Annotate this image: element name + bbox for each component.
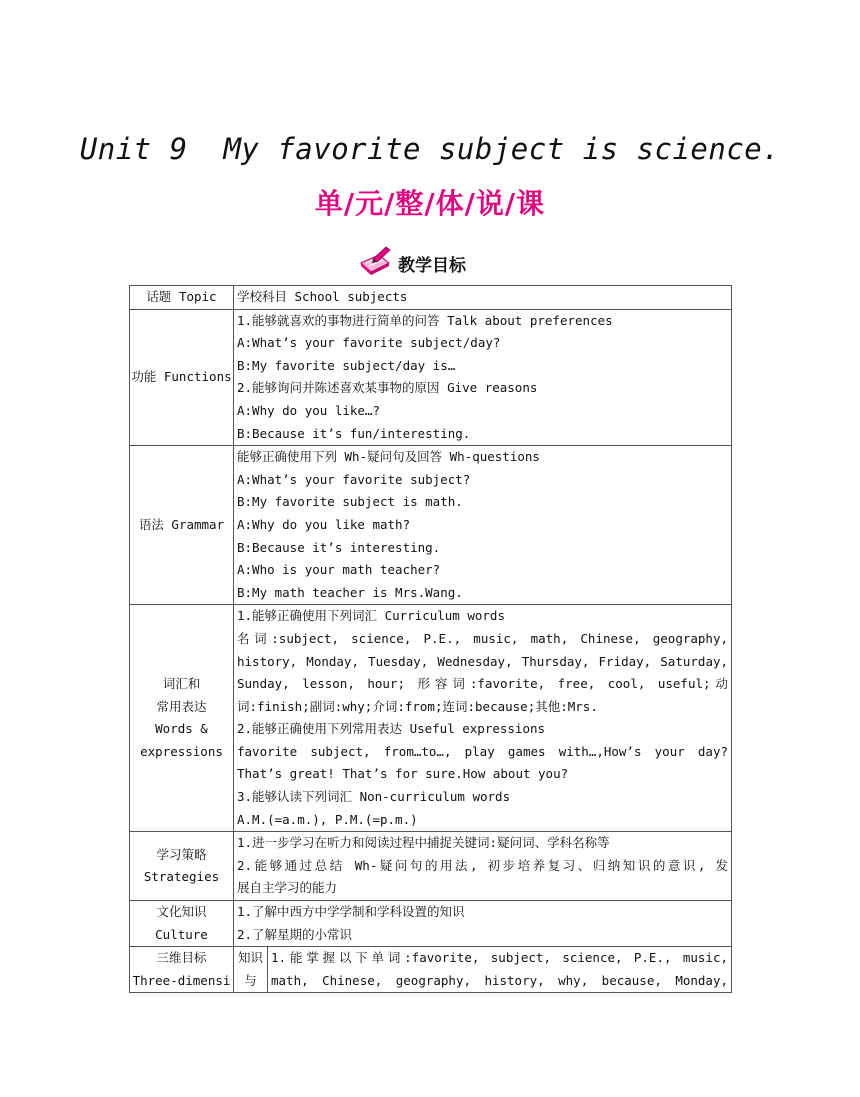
row-content: [234, 832, 732, 901]
content-line: A:Why do you like math?: [237, 516, 411, 532]
content-line: 1.能够就喜欢的事物进行简单的问答 Talk about preferences: [237, 312, 613, 328]
content-line: B:My favorite subject/day is…: [237, 357, 456, 373]
table-row-grammar: [130, 446, 732, 605]
row-category: [130, 947, 234, 993]
content-line: 1.能够正确使用下列词汇 Curriculum words: [237, 608, 505, 624]
category-label: 学习策略: [156, 846, 207, 862]
row-content: [234, 901, 732, 947]
row-category: [130, 832, 234, 901]
content-line: That’s great! That’s for sure.How about you?: [237, 766, 569, 782]
teaching-objectives-table: [129, 285, 732, 993]
content-line: history, Monday, Tuesday, Wednesday, Thursday, Friday, Saturday,: [237, 653, 729, 669]
content-line: A:What’s your favorite subject?: [237, 471, 471, 487]
subcategory-label: 知识: [237, 950, 263, 966]
row-content: [234, 446, 732, 605]
content-line: 学校科目 School subjects: [237, 289, 408, 304]
row-category: [130, 901, 234, 947]
table-row-strategies: [130, 832, 732, 901]
section-subtitle: 单/元/整/体/说/课: [314, 187, 546, 220]
content-line: 名词:subject, science, P.E., music, math, Chinese, geography,: [237, 630, 729, 646]
content-line: 1.进一步学习在听力和阅读过程中捕捉关键词:疑问词、学科名称等: [237, 835, 610, 851]
category-label: 常用表达: [156, 698, 207, 714]
content-line: A:Why do you like…?: [237, 402, 380, 418]
content-line: 2.了解星期的小常识: [237, 926, 353, 942]
row-content: [234, 605, 732, 832]
category-label: 三维目标: [156, 950, 207, 966]
category-label: 文化知识: [156, 904, 207, 920]
content-line: 3.能够认读下列词汇 Non-curriculum words: [237, 789, 511, 805]
table-row-vocabulary: [130, 605, 732, 832]
category-label: 功能 Functions: [131, 369, 232, 385]
row-category: [130, 605, 234, 832]
content-line: 2.能够通过总结 Wh-疑问句的用法, 初步培养复习、归纳知识的意识, 发: [237, 857, 729, 873]
content-line: A.M.(=a.m.), P.M.(=p.m.): [237, 811, 418, 827]
content-line: Sunday, lesson, hour; 形容词:favorite, free, cool, useful;动: [237, 676, 729, 692]
content-line: 能够正确使用下列 Wh-疑问句及回答 Wh-questions: [237, 449, 540, 465]
content-line: 1.了解中西方中学学制和学科设置的知识: [237, 904, 465, 920]
content-line: math, Chinese, geography, history, why, because, Monday,: [271, 972, 729, 988]
content-line: 词:finish;副词:why;介词:from;连词:because;其他:Mrs.: [237, 698, 598, 714]
row-content: [234, 286, 732, 310]
content-line: 展自主学习的能力: [237, 880, 338, 896]
row-category: [130, 309, 234, 446]
pencil-book-icon: [358, 246, 392, 280]
content-line: B:My favorite subject is math.: [237, 494, 463, 510]
unit-title: Unit 9 My favorite subject is science.: [79, 132, 781, 166]
category-label: Words &: [155, 721, 208, 737]
content-line: B:Because it’s fun/interesting.: [237, 425, 471, 441]
content-line: B:Because it’s interesting.: [237, 539, 441, 555]
row-category: [130, 286, 234, 310]
category-label: Culture: [155, 926, 208, 942]
content-line: B:My math teacher is Mrs.Wang.: [237, 584, 463, 600]
category-label: expressions: [140, 743, 223, 759]
content-line: A:What’s your favorite subject/day?: [237, 335, 501, 351]
category-label: Three-dimensi: [132, 972, 231, 988]
section-heading: [358, 248, 466, 278]
content-line: favorite subject, from…to…, play games with…,How’s your day?: [237, 743, 729, 759]
section-heading-label: 教学目标: [398, 255, 466, 276]
category-label: 语法 Grammar: [138, 516, 225, 532]
content-line: 1.能掌握以下单词:favorite, subject, science, P.E., music,: [271, 950, 729, 966]
table-row-culture: [130, 901, 732, 947]
row-content: [268, 947, 732, 993]
category-label: 词汇和: [162, 676, 201, 692]
category-label: 话题 Topic: [146, 289, 217, 304]
content-line: A:Who is your math teacher?: [237, 562, 441, 578]
subcategory-label: 与: [244, 972, 257, 988]
content-line: 2.能够正确使用下列常用表达 Useful expressions: [237, 721, 546, 737]
table-row-functions: [130, 309, 732, 446]
row-subcategory: [234, 947, 268, 993]
content-line: 2.能够询问并陈述喜欢某事物的原因 Give reasons: [237, 380, 538, 396]
row-content: [234, 309, 732, 446]
category-label: Strategies: [143, 869, 220, 885]
row-category: [130, 446, 234, 605]
table-row-three-dimensional: [130, 947, 732, 993]
table-row-topic: [130, 286, 732, 310]
